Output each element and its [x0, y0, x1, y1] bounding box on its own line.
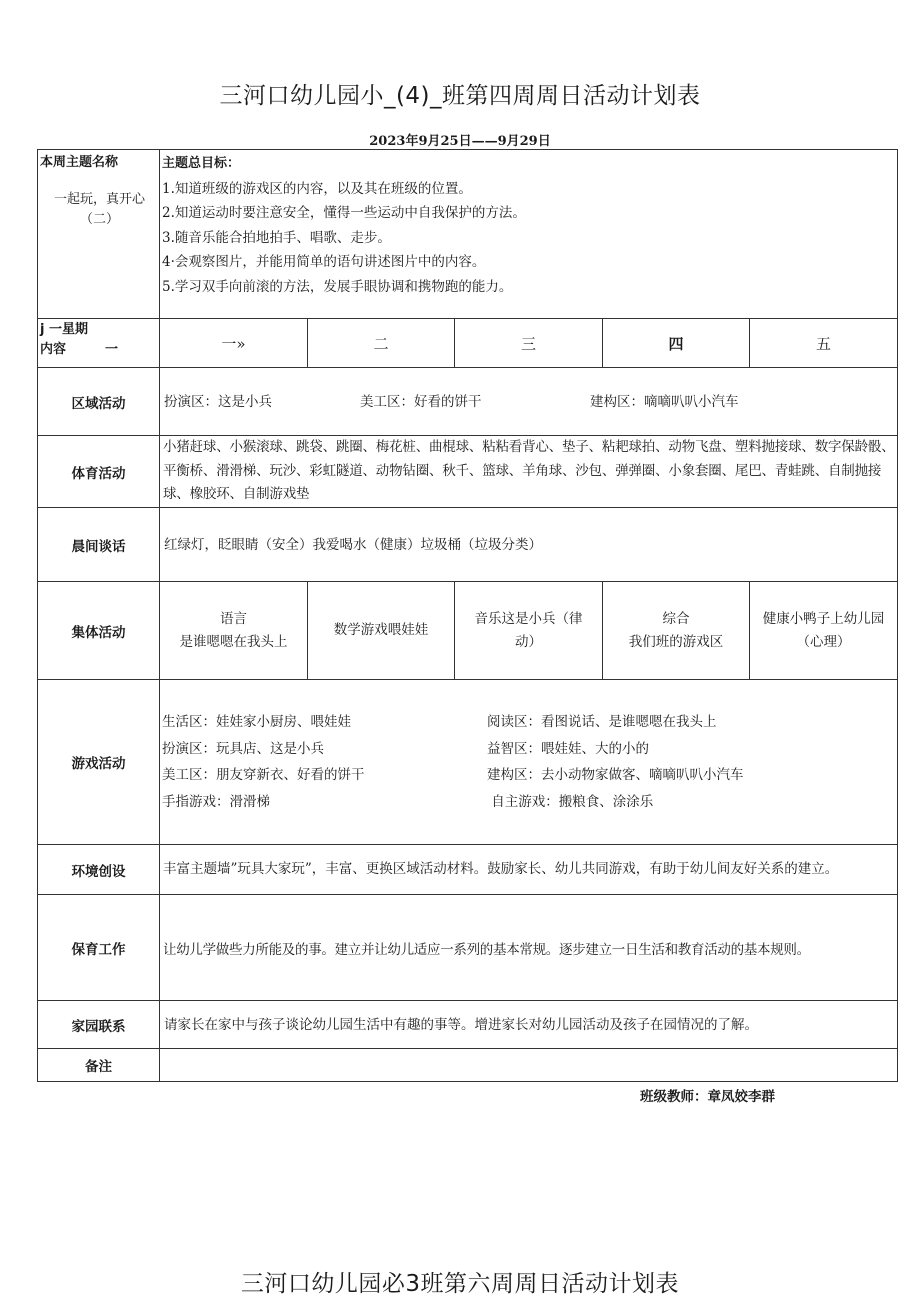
theme-name: 一起玩，真开心: [53, 192, 145, 207]
goal-item: 3.随音乐能合拍地拍手、唱歌、走步。: [162, 229, 391, 246]
area-label: 区域活动: [38, 368, 160, 436]
group-text: 健康小鸭子上幼儿园: [762, 610, 885, 627]
game-item: 手指游戏：滑滑梯: [162, 793, 270, 810]
group-label: 集体活动: [38, 582, 160, 680]
env-row: [38, 845, 898, 895]
env-label: 环境创设: [38, 845, 160, 895]
goal-item: 5.学习双手向前滚的方法，发展手眼协调和携物跑的能力。: [162, 278, 513, 295]
note-row: [38, 1049, 898, 1082]
goal-item: 2.知道运动时要注意安全，懂得一些运动中自我保护的方法。: [162, 205, 526, 221]
group-row: [38, 582, 898, 680]
area-item: 美工区：好看的饼干: [360, 393, 482, 410]
group-cell-tue: [308, 582, 455, 680]
day-mon: 一»: [160, 319, 308, 368]
page-title: 三河口幼儿园小_(4)_班第四周周日活动计划表: [219, 83, 701, 109]
talk-row: [38, 508, 898, 582]
goal-item: 1.知道班级的游戏区的内容，以及其在班级的位置。: [162, 180, 472, 197]
theme-goals: [160, 150, 898, 319]
talk-content: 红绿灯，眨眼睛（安全）我爱喝水（健康）垃圾桶（垃圾分类）: [160, 508, 898, 582]
care-row: [38, 895, 898, 1001]
activity-plan-table: [37, 149, 898, 1082]
talk-label: 晨间谈话: [38, 508, 160, 582]
group-text: （心理）: [796, 633, 851, 650]
group-text: 数学游戏喂娃娃: [333, 622, 429, 638]
theme-cell: [38, 150, 160, 319]
home-row: [38, 1001, 898, 1049]
week-header-row: [38, 319, 898, 368]
group-text: 动）: [515, 633, 542, 650]
goals-heading: 主题总目标：: [162, 156, 241, 171]
home-content: 请家长在家中与孩子谈论幼儿园生活中有趣的事等。增进家长对幼儿园活动及孩子在园情况的了解。: [160, 1001, 898, 1049]
area-item: 建构区：嘀嘀叭叭小汽车: [590, 393, 739, 410]
day-tue: 二: [308, 319, 455, 368]
theme-sub: （二）: [79, 212, 119, 227]
game-item: 美工区：朋友穿新衣、好看的饼干: [162, 767, 365, 783]
game-right-col: [487, 709, 897, 815]
game-item: 扮演区：玩具店、这是小兵: [162, 740, 324, 757]
pe-row: [38, 436, 898, 508]
teacher-signature: 班级教师：章凤姣李群: [640, 1089, 775, 1105]
group-text: 音乐这是小兵（律: [474, 610, 583, 627]
game-row: [38, 680, 898, 845]
group-cell-fri: [750, 582, 898, 680]
theme-label: 本周主题名称: [40, 155, 119, 170]
goal-item: 4·会观察图片，并能用简单的语句讲述图片中的内容。: [162, 254, 486, 270]
pe-label: 体育活动: [38, 436, 160, 508]
group-cell-thu: [603, 582, 750, 680]
group-cell-mon: [160, 582, 308, 680]
area-content: [160, 368, 898, 436]
game-item: 自主游戏：搬粮食、涂涂乐: [487, 793, 654, 810]
group-cell-wed: [455, 582, 603, 680]
game-label: 游戏活动: [38, 680, 160, 845]
week-header-line1: j 一星期: [40, 322, 88, 337]
game-content: [160, 680, 898, 845]
next-page-title: 三河口幼儿园必3班第六周周日活动计划表: [240, 1271, 680, 1297]
care-content: 让幼儿学做些力所能及的事。建立并让幼儿适应一系列的基本常规。逐步建立一日生活和教育活动的基本规则。: [160, 895, 898, 1001]
note-label: 备注: [38, 1049, 160, 1082]
week-header-cell: [38, 319, 160, 368]
pe-content: 小猪赶球、小猴滚球、跳袋、跳圈、梅花桩、曲棍球、粘粘看背心、垫子、粘耙球拍、动物飞盘、塑料抛接球、数字保龄骰、平衡桥、滑滑梯、玩沙、彩虹隧道、动物钻圈、秋千、篮球、羊角球、沙包、弹弹圈、小象套圈、尾巴、青蛙跳、自制抛接球、橡胶环、自制游戏垫: [160, 436, 898, 508]
group-text: 我们班的游戏区: [628, 633, 724, 650]
note-content: [160, 1049, 898, 1082]
date-range: 2023年9月25日——9月29日: [369, 134, 551, 149]
area-item: 扮演区：这是小兵: [164, 393, 272, 410]
theme-row: [38, 150, 898, 319]
game-item: 生活区：娃娃家小厨房、喂娃娃: [162, 714, 351, 730]
day-wed: 三: [455, 319, 603, 368]
day-thu: 四: [603, 319, 750, 368]
group-text: 语言: [220, 610, 247, 627]
env-content: 丰富主题墙”玩具大家玩”，丰富、更换区域活动材料。鼓励家长、幼儿共同游戏，有助于幼儿间友好关系的建立。: [160, 845, 898, 895]
care-label: 保育工作: [38, 895, 160, 1001]
game-item: 益智区：喂娃娃、大的小的: [487, 740, 649, 757]
game-item: 建构区：去小动物家做客、嘀嘀叭叭小汽车: [487, 767, 744, 783]
area-row: [38, 368, 898, 436]
game-left-col: [162, 709, 487, 815]
week-header-line2: 内容 一: [40, 342, 119, 357]
day-fri: 五: [750, 319, 898, 368]
group-text: 是谁嗯嗯在我头上: [179, 633, 288, 650]
game-item: 阅读区：看图说话、是谁嗯嗯在我头上: [487, 714, 717, 730]
home-label: 家园联系: [38, 1001, 160, 1049]
group-text: 综合: [662, 610, 690, 627]
